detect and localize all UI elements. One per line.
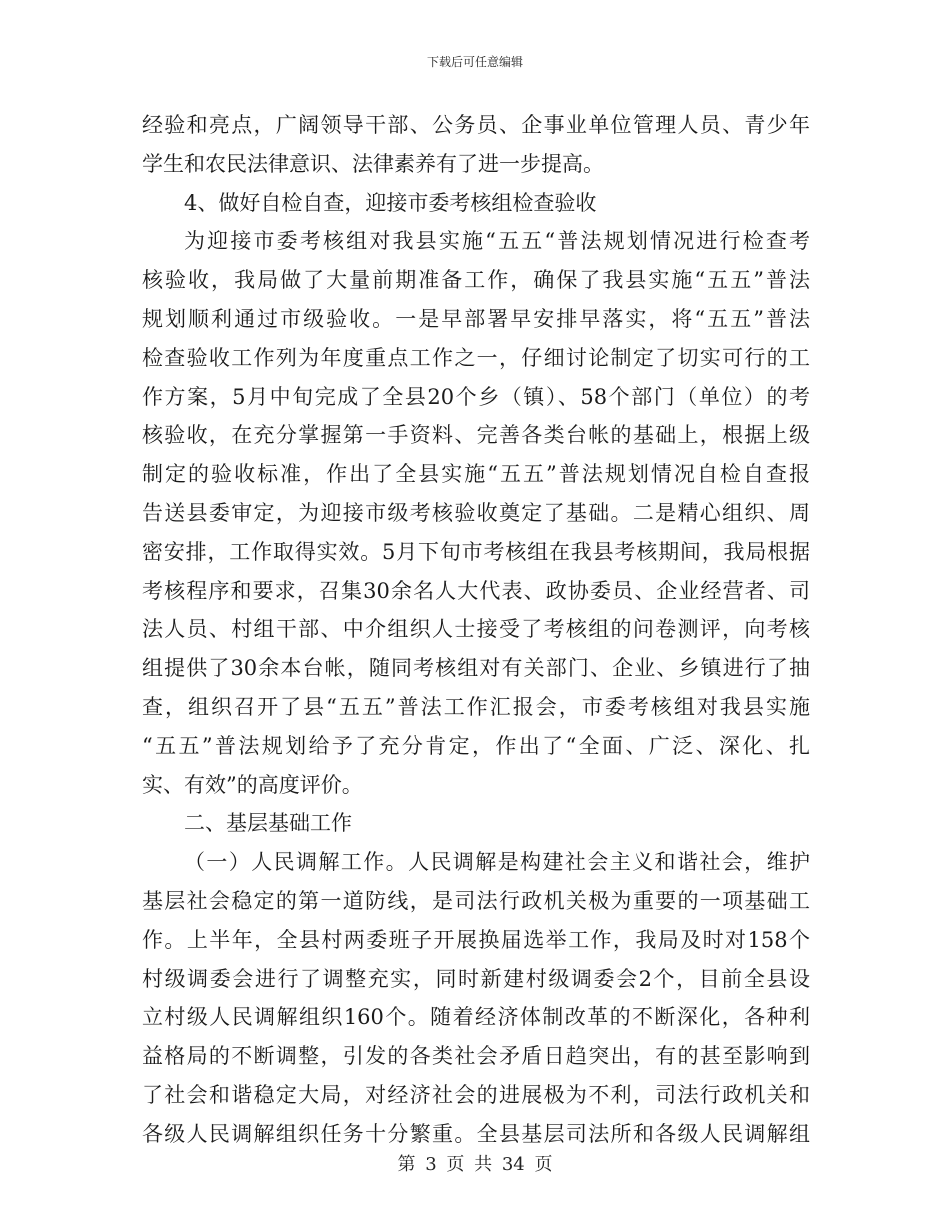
text-line: 核验收，在充分掌握第一手资料、完善各类台帐的基础上，根据上级 bbox=[142, 423, 810, 448]
text-line: 作。上半年，全县村两委班子开展换届选举工作，我局及时对158个 bbox=[142, 927, 810, 952]
text-line: 考核程序和要求，召集30余名人大代表、政协委员、企业经营者、司 bbox=[142, 578, 810, 603]
section-heading: 二、基层基础工作 bbox=[184, 811, 352, 836]
text-line: 了社会和谐稳定大局，对经济社会的进展极为不利，司法行政机关和 bbox=[142, 1082, 810, 1107]
document-body bbox=[142, 106, 810, 1154]
text-line: 各级人民调解组织任务十分繁重。全县基层司法所和各级人民调解组 bbox=[142, 1121, 810, 1146]
text-line: 实、有效”的高度评价。 bbox=[142, 772, 363, 797]
text-line: 告送县委审定，为迎接市级考核验收奠定了基础。二是精心组织、周 bbox=[142, 500, 810, 525]
text-line: 村级调委会进行了调整充实，同时新建村级调委会2个，目前全县设 bbox=[142, 966, 810, 991]
text-line: 查，组织召开了县“五五”普法工作汇报会，市委考核组对我县实施 bbox=[142, 694, 810, 719]
text-line: 规划顺利通过市级验收。一是早部署早安排早落实，将“五五”普法 bbox=[142, 306, 810, 331]
text-line: 学生和农民法律意识、法律素养有了进一步提高。 bbox=[142, 151, 604, 176]
page-header: 下载后可任意编辑 bbox=[426, 55, 523, 69]
text-line: 法人员、村组干部、中介组织人士接受了考核组的问卷测评，向考核 bbox=[142, 617, 810, 642]
paragraph-first-line: （一）人民调解工作。人民调解是构建社会主义和谐社会，维护 bbox=[184, 850, 810, 875]
text-line: 制定的验收标准，作出了全县实施“五五”普法规划情况自检自查报 bbox=[142, 462, 810, 487]
text-line: 作方案，5月中旬完成了全县20个乡（镇）、58个部门（单位）的考 bbox=[142, 384, 810, 409]
text-line: 经验和亮点，广阔领导干部、公务员、企事业单位管理人员、青少年 bbox=[142, 113, 810, 137]
text-line: 基层社会稳定的第一道防线，是司法行政机关极为重要的一项基础工 bbox=[142, 888, 810, 913]
text-line: 益格局的不断调整，引发的各类社会矛盾日趋突出，有的甚至影响到 bbox=[142, 1044, 810, 1069]
text-line: 组提供了30余本台帐，随同考核组对有关部门、企业、乡镇进行了抽 bbox=[142, 656, 810, 681]
page-footer: 第 3 页 共 34 页 bbox=[397, 1154, 553, 1175]
section-heading: 4、做好自检自查，迎接市委考核组检查验收 bbox=[184, 190, 597, 215]
paragraph-first-line: 为迎接市委考核组对我县实施“五五“普法规划情况进行检查考 bbox=[184, 229, 810, 254]
text-line: 立村级人民调解组织160个。随着经济体制改革的不断深化，各种利 bbox=[142, 1005, 810, 1030]
text-line: 核验收，我局做了大量前期准备工作，确保了我县实施“五五”普法 bbox=[142, 268, 810, 293]
text-line: 检查验收工作列为年度重点工作之一，仔细讨论制定了切实可行的工 bbox=[142, 345, 810, 370]
text-line: 密安排，工作取得实效。5月下旬市考核组在我县考核期间，我局根据 bbox=[142, 539, 810, 564]
text-line: “五五”普法规划给予了充分肯定，作出了“全面、广泛、深化、扎 bbox=[142, 733, 810, 758]
